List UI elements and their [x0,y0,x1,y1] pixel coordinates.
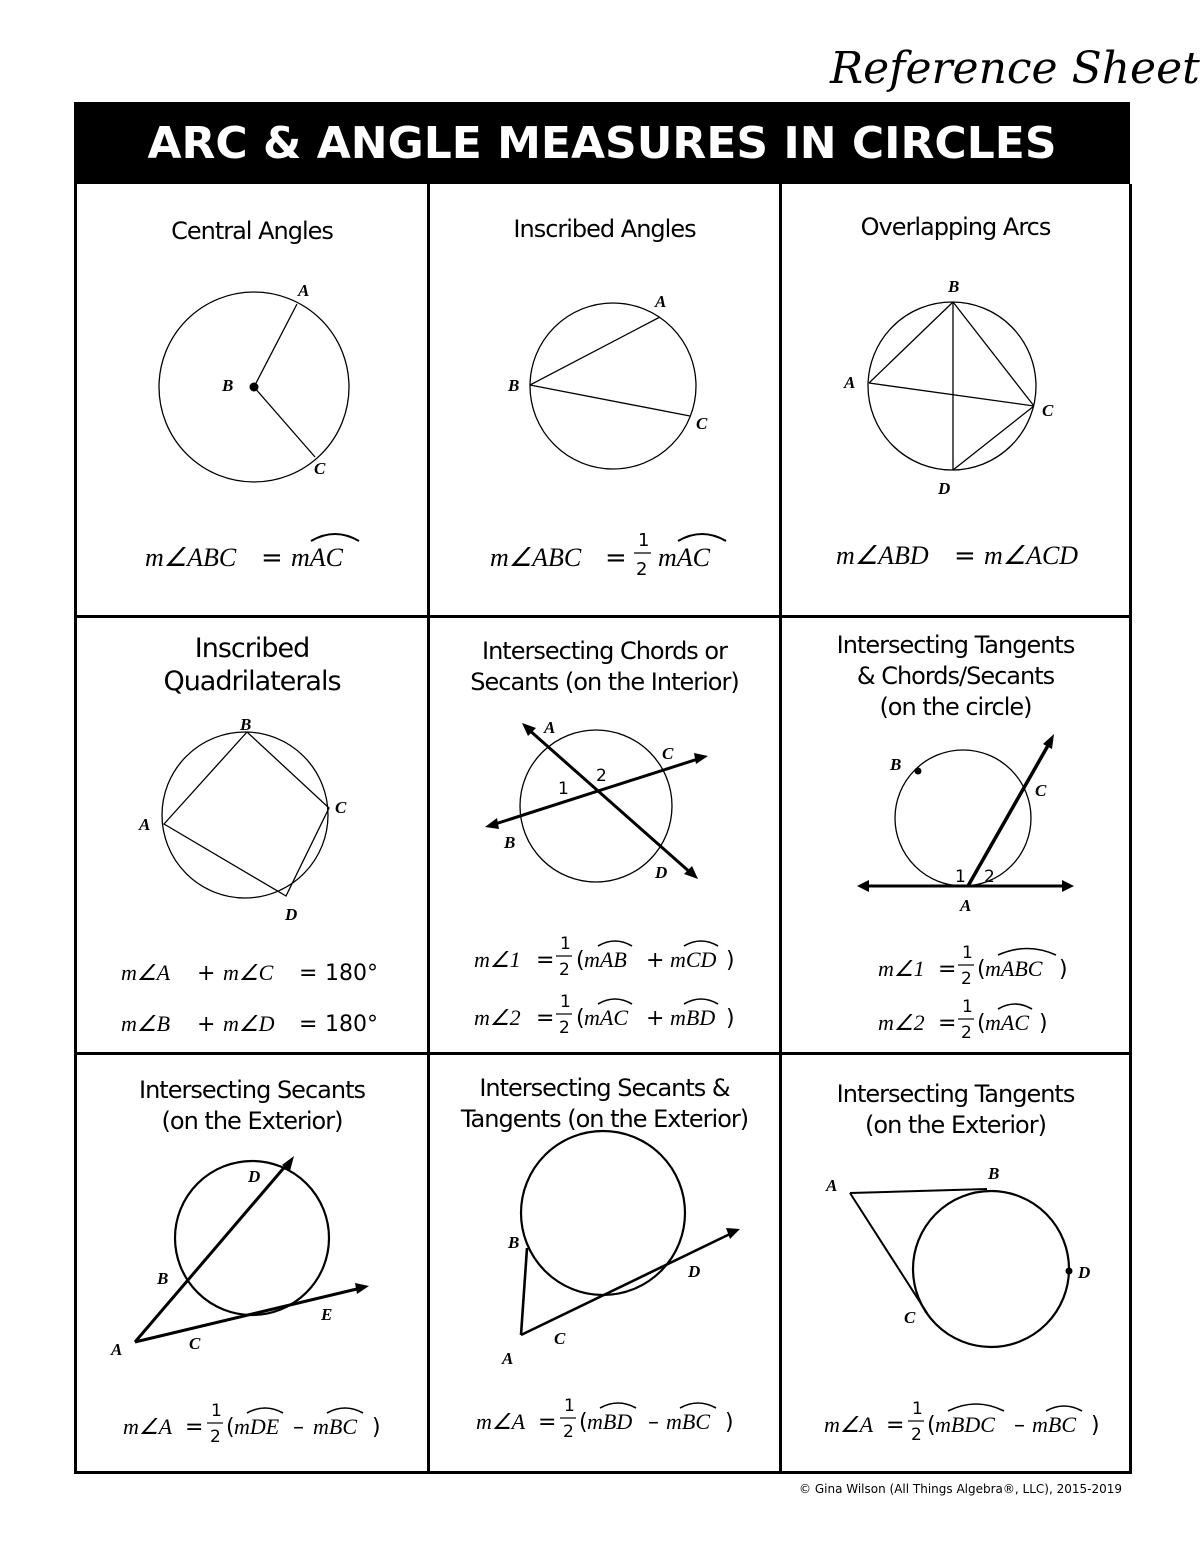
svg-text:mAC: mAC [985,1010,1029,1035]
svg-text:m∠ACD: m∠ACD [984,541,1079,570]
svg-text:2: 2 [210,1427,221,1447]
label-d: D [285,905,298,924]
label-a: A [960,896,972,915]
cell-title: Intersecting Secants & Tangents (on the Exterior) [460,1074,749,1133]
svg-text:=: = [536,948,555,973]
formula-inscribed [490,530,726,580]
svg-text:m∠A: m∠A [824,1412,874,1437]
svg-text:=: = [938,1011,957,1036]
label-a: A [139,815,151,834]
svg-text:): ) [1059,957,1068,982]
label-a: A [826,1176,838,1195]
cell-title: Central Angles [171,217,333,245]
cell-title: Inscribed Angles [513,215,696,243]
svg-text:=: = [185,1415,204,1440]
cell-inscribed-quadrilaterals [77,618,430,1055]
svg-text:): ) [1091,1413,1100,1438]
svg-text:mAC: mAC [291,543,343,572]
label-d: D [938,479,951,498]
central-angle-diagram [77,184,427,614]
formula-secants-exterior [123,1401,381,1447]
svg-text:mBD: mBD [587,1409,633,1434]
label-b: B [948,277,960,296]
svg-text:=: = [886,1413,905,1438]
formula-quad-2 [121,1011,378,1037]
svg-text:(: ( [226,1415,235,1440]
svg-text:=: = [536,1006,555,1031]
svg-text:180°: 180° [325,1012,378,1037]
svg-text:mCD: mCD [670,947,717,972]
label-e: E [321,1305,333,1324]
secants-exterior-diagram [77,1055,427,1474]
script-title-text: Reference Sheet [830,43,1200,94]
svg-text:–: – [293,1415,304,1440]
cell-intersecting-chords-interior [430,618,782,1055]
svg-text:=: = [605,543,627,573]
svg-text:+: + [646,1006,665,1031]
svg-text:=: = [299,961,318,986]
svg-text:mBC: mBC [666,1409,710,1434]
reference-sheet-script-title [820,28,1200,108]
cell-tangents-chords-on-circle [782,618,1129,1055]
cell-overlapping-arcs [782,184,1129,618]
label-b: B [508,1233,520,1252]
label-a: A [111,1340,123,1359]
svg-text:(: ( [579,1410,588,1435]
svg-text:m∠D: m∠D [223,1011,275,1036]
svg-text:(: ( [576,948,585,973]
formula-tangent-chord-2 [878,997,1048,1043]
label-angle-2: 2 [596,766,607,786]
svg-text:1: 1 [211,1401,222,1421]
svg-text:): ) [726,948,735,973]
svg-text:m∠C: m∠C [223,960,274,985]
cell-secants-exterior [77,1055,430,1474]
svg-text:(: ( [576,1006,585,1031]
svg-text:–: – [648,1410,659,1435]
intersecting-chords-diagram [430,618,780,1052]
svg-text:): ) [1039,1011,1048,1036]
label-c: C [696,414,708,433]
cell-secant-tangent-exterior [430,1055,782,1474]
cell-tangents-exterior [782,1055,1129,1474]
svg-text:1: 1 [564,1396,575,1416]
svg-text:mAC: mAC [658,543,710,572]
cell-title: Intersecting Secants (on the Exterior) [139,1076,365,1135]
svg-text:(: ( [977,957,986,982]
label-a: A [298,281,310,300]
svg-text:m∠ABC: m∠ABC [490,543,582,572]
svg-text:180°: 180° [325,961,378,986]
copyright-footer: © Gina Wilson (All Things Algebra®, LLC), 2015-2019 [799,1482,1122,1496]
label-c: C [314,459,326,478]
svg-text:m∠A: m∠A [121,960,171,985]
tangents-exterior-diagram [782,1055,1129,1474]
svg-text:+: + [197,1012,216,1037]
svg-text:1: 1 [962,943,973,963]
cell-central-angles [77,184,430,618]
inscribed-quadrilateral-diagram [77,618,427,1052]
svg-text:mAC: mAC [584,1005,628,1030]
formula-secant-tangent-exterior [476,1396,734,1442]
secant-tangent-exterior-diagram [430,1055,780,1474]
reference-grid [74,184,1132,1474]
svg-text:=: = [261,543,283,573]
formula-tangent-chord-1 [878,943,1068,989]
svg-text:–: – [1014,1413,1025,1438]
svg-text:mBD: mBD [670,1005,716,1030]
formula-quad-1 [121,960,378,986]
label-c: C [1042,401,1054,420]
page-title: ARC & ANGLE MEASURES IN CIRCLES [147,117,1057,169]
svg-text:+: + [197,961,216,986]
cell-title: Overlapping Arcs [860,213,1051,241]
svg-text:m∠A: m∠A [123,1414,173,1439]
label-c: C [662,744,674,763]
cell-title: Intersecting Tangents & Chords/Secants (on the circle) [836,631,1075,721]
page-title-banner [74,102,1130,184]
svg-text:2: 2 [563,1422,574,1442]
label-angle-1: 1 [955,867,966,887]
label-b: B [508,376,520,395]
svg-text:=: = [938,957,957,982]
formula-central [145,534,359,573]
svg-text:(: ( [927,1413,936,1438]
overlapping-arcs-diagram [782,184,1129,614]
svg-text:(: ( [977,1011,986,1036]
cell-inscribed-angles [430,184,782,618]
svg-text:): ) [726,1006,735,1031]
label-d: D [655,863,668,882]
svg-text:mAB: mAB [584,947,627,972]
svg-text:1: 1 [560,992,571,1012]
label-c: C [335,798,347,817]
svg-text:2: 2 [911,1425,922,1445]
svg-text:1: 1 [962,997,973,1017]
svg-text:m∠1: m∠1 [474,947,521,972]
label-d: D [1078,1263,1091,1282]
cell-title: Intersecting Chords or Secants (on the Interior) [470,637,739,696]
formula-tangents-exterior [824,1399,1100,1445]
svg-text:mBC: mBC [313,1414,357,1439]
svg-text:m∠1: m∠1 [878,956,925,981]
svg-text:m∠A: m∠A [476,1409,526,1434]
label-a: A [502,1349,514,1368]
svg-text:): ) [372,1415,381,1440]
svg-text:mBC: mBC [1032,1412,1076,1437]
svg-text:2: 2 [559,960,570,980]
label-c: C [189,1334,201,1353]
svg-text:mDE: mDE [234,1414,280,1439]
formula-overlapping [836,541,1078,571]
cell-title: Inscribed Quadrilaterals [163,633,341,697]
tangent-chord-diagram [782,618,1129,1052]
cell-title: Intersecting Tangents (on the Exterior) [836,1080,1075,1139]
label-angle-1: 1 [558,779,569,799]
label-b: B [157,1269,169,1288]
svg-text:+: + [646,948,665,973]
label-b: B [504,833,516,852]
label-d: D [688,1262,701,1281]
svg-text:m∠2: m∠2 [474,1005,521,1030]
label-a: A [544,718,556,737]
svg-text:2: 2 [961,969,972,989]
label-d: D [248,1167,261,1186]
svg-text:m∠ABC: m∠ABC [145,543,237,572]
svg-text:=: = [538,1410,557,1435]
label-b: B [988,1164,1000,1183]
label-c: C [1035,781,1047,800]
label-a: A [655,292,667,311]
svg-text:m∠ABD: m∠ABD [836,541,929,570]
svg-text:m∠B: m∠B [121,1011,171,1036]
inscribed-angle-diagram [430,184,780,614]
label-angle-2: 2 [984,867,995,887]
svg-text:2: 2 [559,1018,570,1038]
label-b: B [222,376,234,395]
svg-text:): ) [725,1410,734,1435]
formula-chords-2 [474,992,735,1038]
svg-text:1: 1 [560,934,571,954]
formula-chords-1 [474,934,735,980]
label-a: A [844,373,856,392]
label-c: C [554,1329,566,1348]
svg-text:2: 2 [961,1023,972,1043]
svg-text:=: = [954,541,976,571]
label-b: B [890,755,902,774]
svg-text:2: 2 [636,559,648,580]
svg-text:=: = [299,1012,318,1037]
label-c: C [904,1308,916,1327]
svg-text:1: 1 [638,530,650,551]
svg-text:m∠2: m∠2 [878,1010,925,1035]
svg-text:mBDC: mBDC [935,1412,995,1437]
label-b: B [240,715,252,734]
svg-text:mABC: mABC [985,956,1043,981]
svg-text:1: 1 [912,1399,923,1419]
